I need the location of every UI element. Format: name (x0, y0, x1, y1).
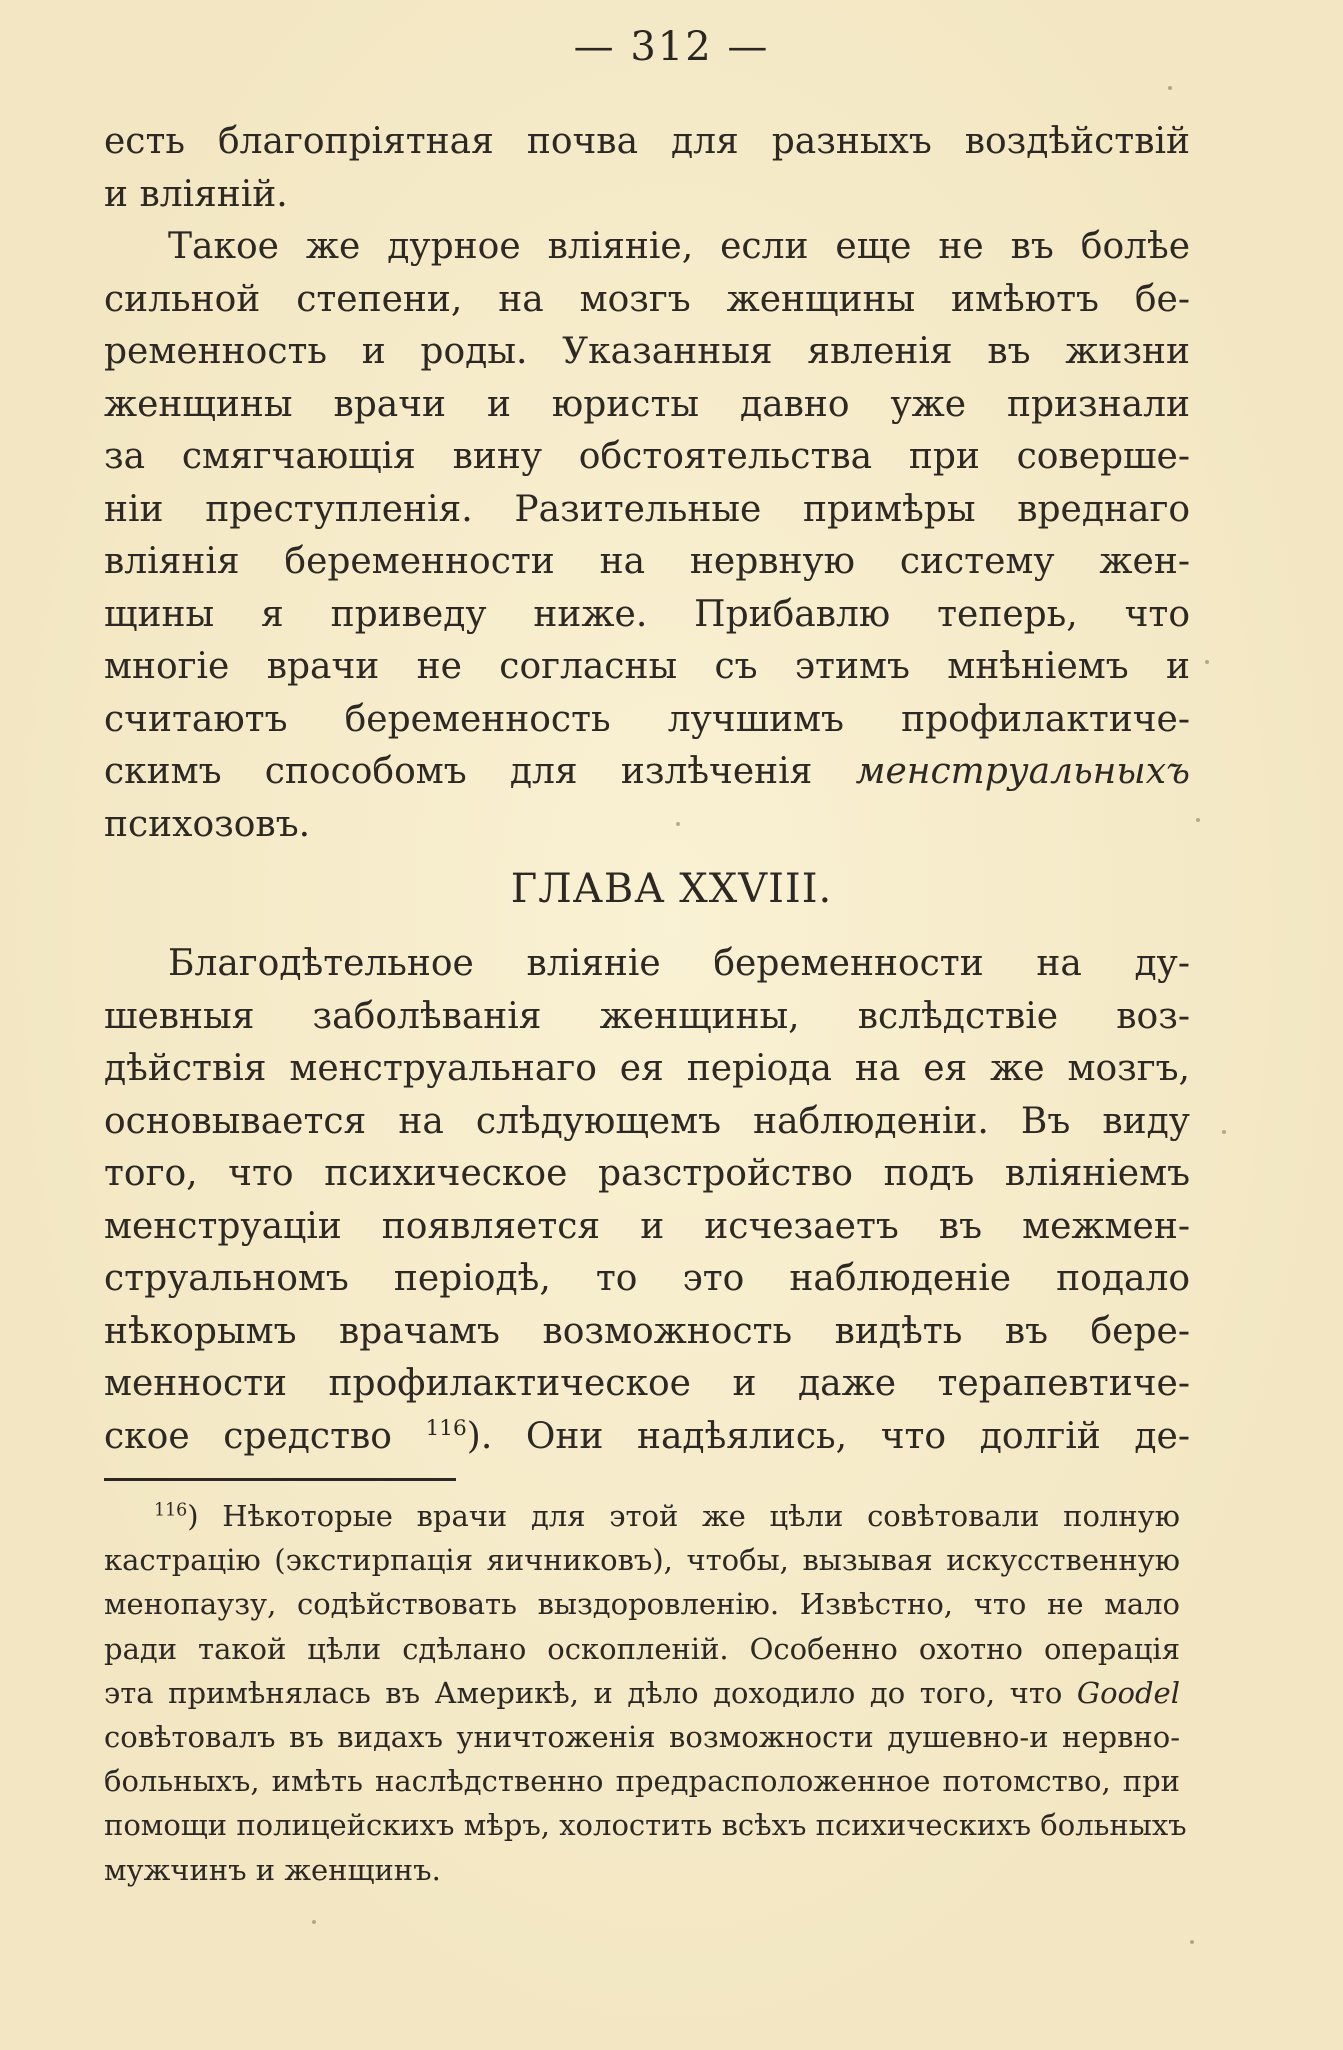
footnote (104, 1494, 1187, 1892)
text-line: и вліяній. (104, 173, 288, 215)
text-line: женщины врачи и юристы давно уже признали (104, 383, 1190, 425)
footnote-line: совѣтовалъ въ видахъ уничтоженія возможности душевно-и нервно- (104, 1719, 1180, 1754)
paper-speck (1190, 1940, 1194, 1944)
text-fragment: ). Они надѣялись, что долгій де- (466, 1415, 1191, 1457)
italic-term: менструальныхъ (855, 751, 1190, 792)
footnote-first-line (104, 1494, 1180, 1538)
paper-speck (1168, 86, 1172, 90)
italic-name: Goodel (1076, 1675, 1180, 1710)
paragraph-first-line: Благодѣтельное вліяніе беременности на ду- (168, 943, 1190, 984)
text-line: многіе врачи не согласны съ этимъ мнѣніемъ и (104, 646, 1190, 687)
paper-speck (1205, 660, 1209, 664)
paper-speck (1222, 1130, 1226, 1134)
text-fragment: ское средство (104, 1415, 392, 1457)
text-line: психозовъ. (104, 803, 311, 845)
text-line: сильной степени, на мозгъ женщины имѣютъ бе- (104, 278, 1190, 320)
footnote-marker: 116 (154, 1500, 188, 1521)
text-fragment: скимъ способомъ для излѣченія (104, 751, 813, 792)
footnote-line: ради такой цѣли сдѣлано оскопленій. Особенно охотно операція (104, 1631, 1180, 1666)
text-line: менструаціи появляется и исчезаетъ въ межмен- (104, 1205, 1190, 1247)
text-fragment: ) Нѣкоторые врачи для этой же цѣли совѣтовали полную (187, 1499, 1180, 1533)
footnote-line (104, 1671, 1180, 1715)
footnote-line: больныхъ, имѣть наслѣдственно предрасположенное потомство, при (104, 1764, 1180, 1799)
paper-speck (676, 822, 680, 826)
chapter-heading: ГЛАВА XXVIII. (510, 866, 833, 912)
paper-speck (312, 1920, 316, 1924)
text-line: струальномъ періодѣ, то это наблюденіе подало (104, 1258, 1190, 1299)
text-line: ніи преступленія. Разительные примѣры вреднаго (104, 488, 1190, 530)
footnote-line: помощи полицейскихъ мѣръ, холостить всѣхъ психическихъ больныхъ (104, 1808, 1187, 1843)
text-line: шевныя заболѣванія женщины, вслѣдствіе воз- (104, 995, 1190, 1037)
text-fragment: эта примѣнялась въ Америкѣ, и дѣло доходило до того, что (104, 1675, 1063, 1710)
paragraph-first-line: Такое же дурное вліяніе, если еще не въ болѣе (168, 226, 1190, 267)
text-line: есть благопріятная почва для разныхъ воздѣйствій (104, 121, 1190, 162)
text-line: ременность и роды. Указанныя явленія въ жизни (104, 331, 1190, 372)
footnote-line: мужчинъ и женщинъ. (104, 1852, 441, 1887)
text-line: нѣкорымъ врачамъ возможность видѣть въ бере- (104, 1310, 1190, 1352)
text-line: того, что психическое разстройство подъ вліяніемъ (104, 1153, 1190, 1194)
footnote-line: менопаузу, содѣйствовать выздоровленію. Извѣстно, что не мало (104, 1587, 1180, 1622)
footnote-line: кастрацію (экстирпація яичниковъ), чтобы, вызывая искусственную (104, 1543, 1180, 1578)
text-line: вліянія беременности на нервную систему жен- (104, 541, 1190, 582)
footnote-reference: 116 (425, 1415, 467, 1441)
text-line: за смягчающія вину обстоятельства при соверше- (104, 436, 1190, 477)
text-line (104, 746, 1190, 799)
text-line: щины я приведу ниже. Прибавлю теперь, что (104, 593, 1190, 635)
page-number: — 312 — (573, 24, 770, 70)
text-line: дѣйствія менструальнаго ея періода на ея же мозгъ, (104, 1048, 1190, 1089)
text-line: основывается на слѣдующемъ наблюденіи. Въ виду (104, 1100, 1190, 1142)
text-line (104, 1411, 1190, 1464)
text-line: менности профилактическое и даже терапевтиче- (104, 1363, 1190, 1404)
main-text-bottom (104, 938, 1190, 1463)
paper-speck (1196, 818, 1200, 822)
footnote-separator (104, 1478, 456, 1481)
text-line: считаютъ беременность лучшимъ профилактиче- (104, 698, 1190, 740)
main-text-top (104, 116, 1190, 851)
